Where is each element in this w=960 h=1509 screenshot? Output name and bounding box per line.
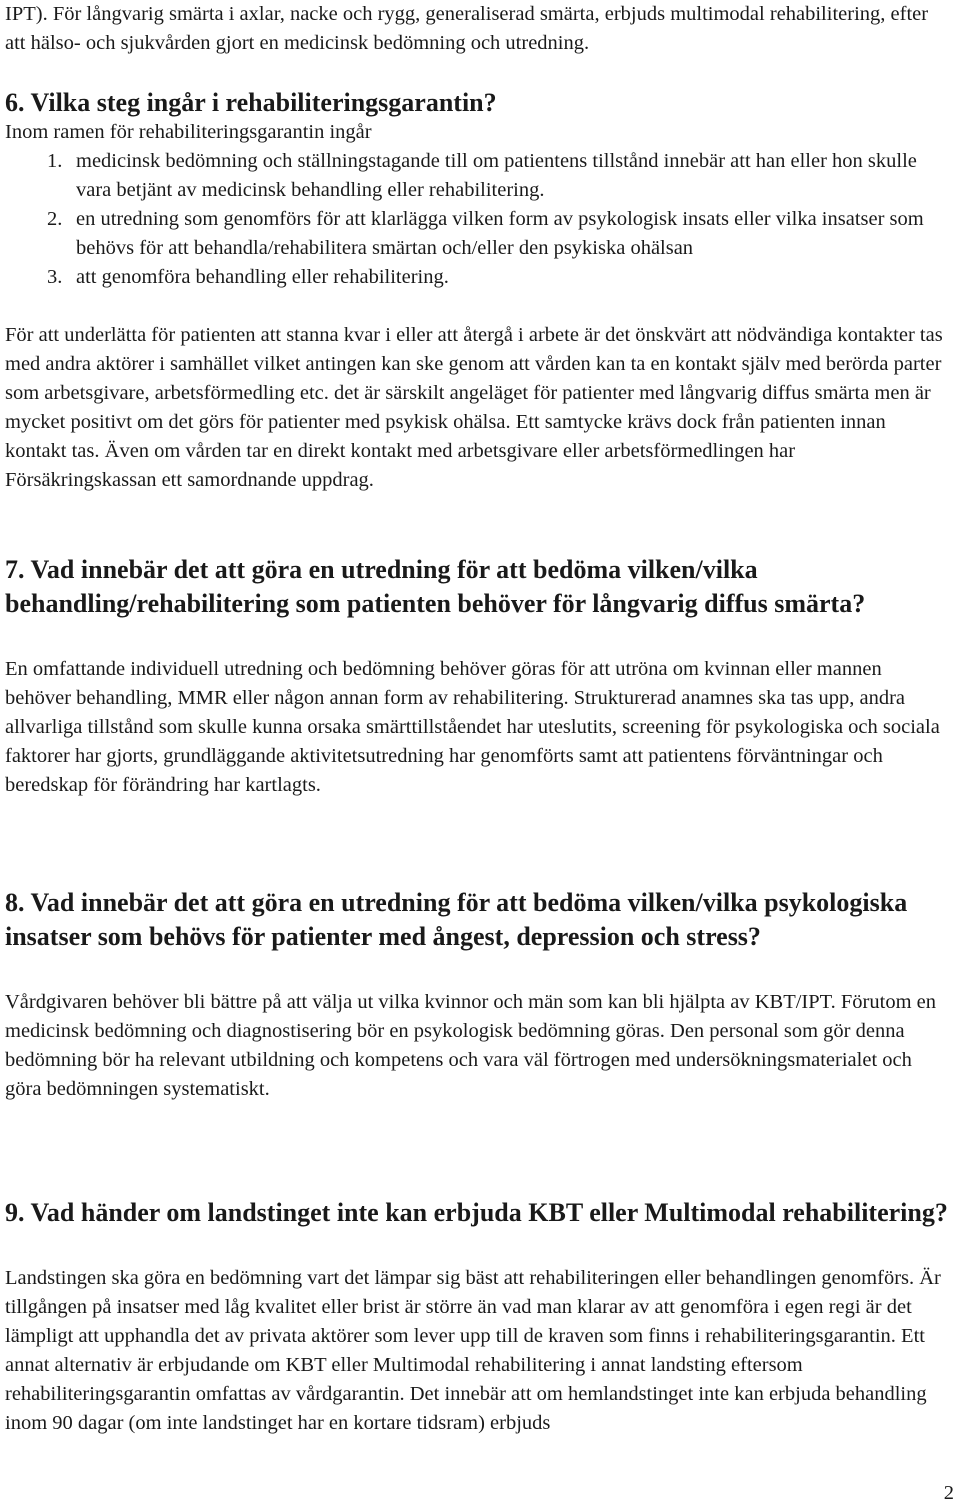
section-9-body: Landstingen ska göra en bedömning vart det lämpar sig bäst att rehabiliteringen eller behandlingen genomförs. Är tillgången på insatser med låg kvalitet eller brist är större än vad man klarar av att genomföra i egen regi är det lämpligt att upphandla det av privata aktörer som lever upp till de kraven som finns i rehabiliteringsgarantin. Ett annat alternativ är erbjudande om KBT eller Multimodal rehabilitering i annat landsting eftersom rehabiliteringsgarantin omfattas av vårdgarantin. Det innebär att om hemlandstinget inte kan erbjuda behandling inom 90 dagar (om inte landstinget har en kortare tidsram) erbjuds	[5, 1267, 941, 1434]
list-item	[0, 147, 950, 205]
section-9-heading: 9. Vad händer om landstinget inte kan erbjuda KBT eller Multimodal rehabilitering?	[5, 1198, 948, 1227]
section-6-list	[0, 147, 950, 292]
section-6-lead: Inom ramen för rehabiliteringsgarantin ingår	[5, 121, 372, 143]
list-item-text: en utredning som genomförs för att klarlägga vilken form av psykologisk insats eller vilka insatser som behövs för att behandla/rehabilitera smärtan och/eller den psykiska ohälsan	[76, 208, 924, 259]
list-item-number: 2.	[47, 208, 63, 230]
section-6-heading: 6. Vilka steg ingår i rehabiliteringsgarantin?	[5, 88, 497, 117]
list-item	[0, 205, 950, 263]
section-7-body: En omfattande individuell utredning och bedömning behöver göras för att utröna om kvinnan eller mannen behöver behandling, MMR eller någon annan form av rehabilitering. Strukturerad anamnes ska tas upp, andra allvarliga tillstånd som skulle kunna orsaka smärttillståendet har uteslutits, screening för psykologiska och sociala faktorer har gjorts, grundläggande aktivitetsutredning har genomförts samt att patientens förväntningar och beredskap för förändring har kartlagts.	[5, 658, 940, 796]
page-number: 2	[943, 1482, 954, 1504]
list-item-number: 3.	[47, 266, 63, 288]
section-8-body: Vårdgivaren behöver bli bättre på att välja ut vilka kvinnor och män som kan bli hjälpta av KBT/IPT. Förutom en medicinsk bedömning och diagnostisering bör en psykologisk bedömning göras. Den personal som gör denna bedömning bör ha relevant utbildning och kompetens och vara väl förtrogen med undersökningsmaterialet och göra bedömningen systematiskt.	[5, 991, 936, 1100]
list-item	[0, 263, 950, 292]
section-6-body: För att underlätta för patienten att stanna kvar i eller att återgå i arbete är det önskvärt att nödvändiga kontakter tas med andra aktörer i samhället vilket antingen kan ske genom att vården kan ta en kontakt själv med berörda parter som arbetsgivare, arbetsförmedling etc. det är särskilt angeläget för patienter med långvarig diffus smärta men är mycket positivt om det görs för patienter med psykisk ohälsa. Ett samtycke krävs dock från patienten innan kontakt tas. Även om vården tar en direkt kontakt med arbetsgivare eller arbetsförmedlingen har Försäkringskassan ett samordnande uppdrag.	[5, 324, 943, 491]
intro-paragraph: IPT). För långvarig smärta i axlar, nacke och rygg, generaliserad smärta, erbjuds multimodal rehabilitering, efter att hälso- och sjukvården gjort en medicinsk bedömning och utredning.	[5, 3, 929, 54]
section-7-heading: 7. Vad innebär det att göra en utredning för att bedöma vilken/vilka behandling/rehabilitering som patienten behöver för långvarig diffus smärta?	[5, 555, 866, 618]
section-8-heading: 8. Vad innebär det att göra en utredning för att bedöma vilken/vilka psykologiska insatser som behövs för patienter med ångest, depression och stress?	[5, 888, 908, 951]
list-item-number: 1.	[47, 150, 63, 172]
list-item-text: att genomföra behandling eller rehabilitering.	[76, 266, 449, 288]
list-item-text: medicinsk bedömning och ställningstagande till om patientens tillstånd innebär att han eller hon skulle vara betjänt av medicinsk behandling eller rehabilitering.	[76, 150, 917, 201]
